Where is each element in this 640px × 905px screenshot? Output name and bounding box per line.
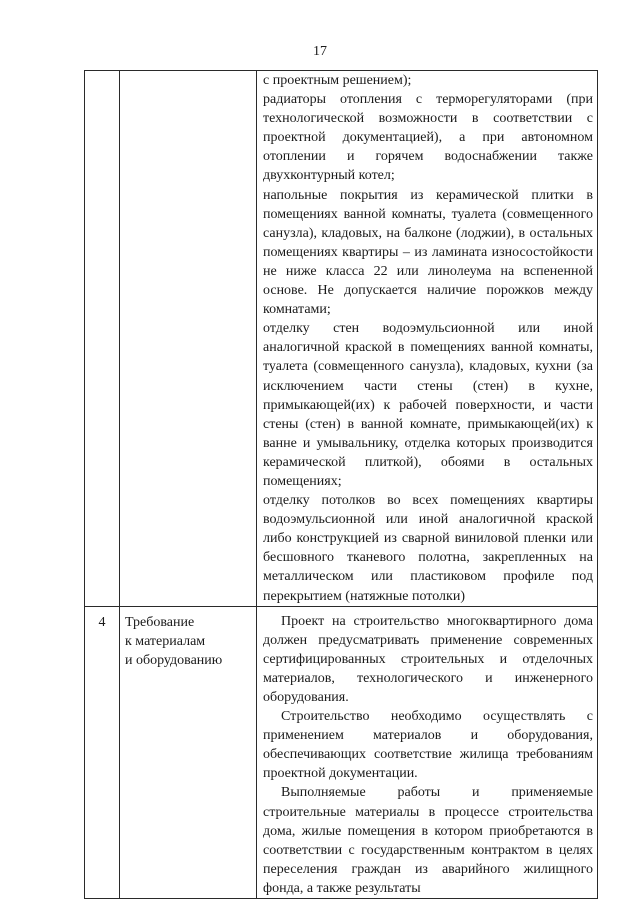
requirement-cell: [120, 71, 257, 607]
page-number: 17: [313, 44, 327, 59]
requirement-line: к материалам: [125, 633, 206, 649]
requirement-cell: [120, 606, 257, 898]
content-paragraph: Выполняемые работы и применяемые строительные материалы в процессе строительства дома, жилые помещения в котором приобретаются в соответствии с государственным контрактом в целях переселения граждан из аварийного жилищного фонда, а также результаты: [263, 785, 593, 896]
content-paragraph: отделку потолков во всех помещениях квартиры водоэмульсионной или иной аналогичной краской либо конструкцией из сварной виниловой пленки или бесшовного тканевого полотна, закрепленных на металлическом или пластиковом профиле под перекрытием (натяжные потолки): [263, 493, 593, 604]
table-row: [85, 71, 598, 607]
content-paragraph: с проектным решением);: [263, 73, 412, 88]
row-number-cell: 4: [85, 606, 120, 898]
row-number-cell: [85, 71, 120, 607]
table-row: [85, 606, 598, 898]
requirement-line: и оборудованию: [125, 652, 223, 668]
content-paragraph: напольные покрытия из керамической плитки в помещениях ванной комнаты, туалета (совмещенного санузла), кладовых, на балконе (лоджии), в остальных помещениях квартиры – из ламината износостойкости не ниже класса 22 или линолеума на вспененной основе. Не допускается наличие порожков между комнатами;: [263, 187, 593, 318]
requirements-table: [84, 70, 598, 899]
content-paragraph: Проект на строительство многоквартирного дома должен предусматривать применение современных сертифицированных строительных и отделочных материалов, технологического и инженерного оборудования.: [263, 613, 593, 705]
content-paragraph: радиаторы отопления с терморегуляторами (при технологической возможности в соответствии с проектной документацией), а при автономном отоплении и горячем водоснабжении также двухконтурный котел;: [263, 92, 593, 184]
content-paragraph: отделку стен водоэмульсионной или иной аналогичной краской в помещениях ванной комнаты, туалета (совмещенного санузла), кладовых, кухни (за исключением части стены (стен) в кухне, примыкающей(их) к рабочей поверхности, и части стены (стен) в ванной комнате, примыкающей(их) к ванне и умывальнику, отделка которых производится керамической плиткой), обоями в остальных помещениях;: [263, 321, 593, 489]
requirement-line: Требование: [125, 614, 195, 630]
content-cell: [257, 71, 598, 607]
content-paragraph: Строительство необходимо осуществлять с применением материалов и оборудования, обеспечивающих соответствие жилища требованиям проектной документации.: [263, 709, 593, 782]
content-cell: [257, 606, 598, 898]
